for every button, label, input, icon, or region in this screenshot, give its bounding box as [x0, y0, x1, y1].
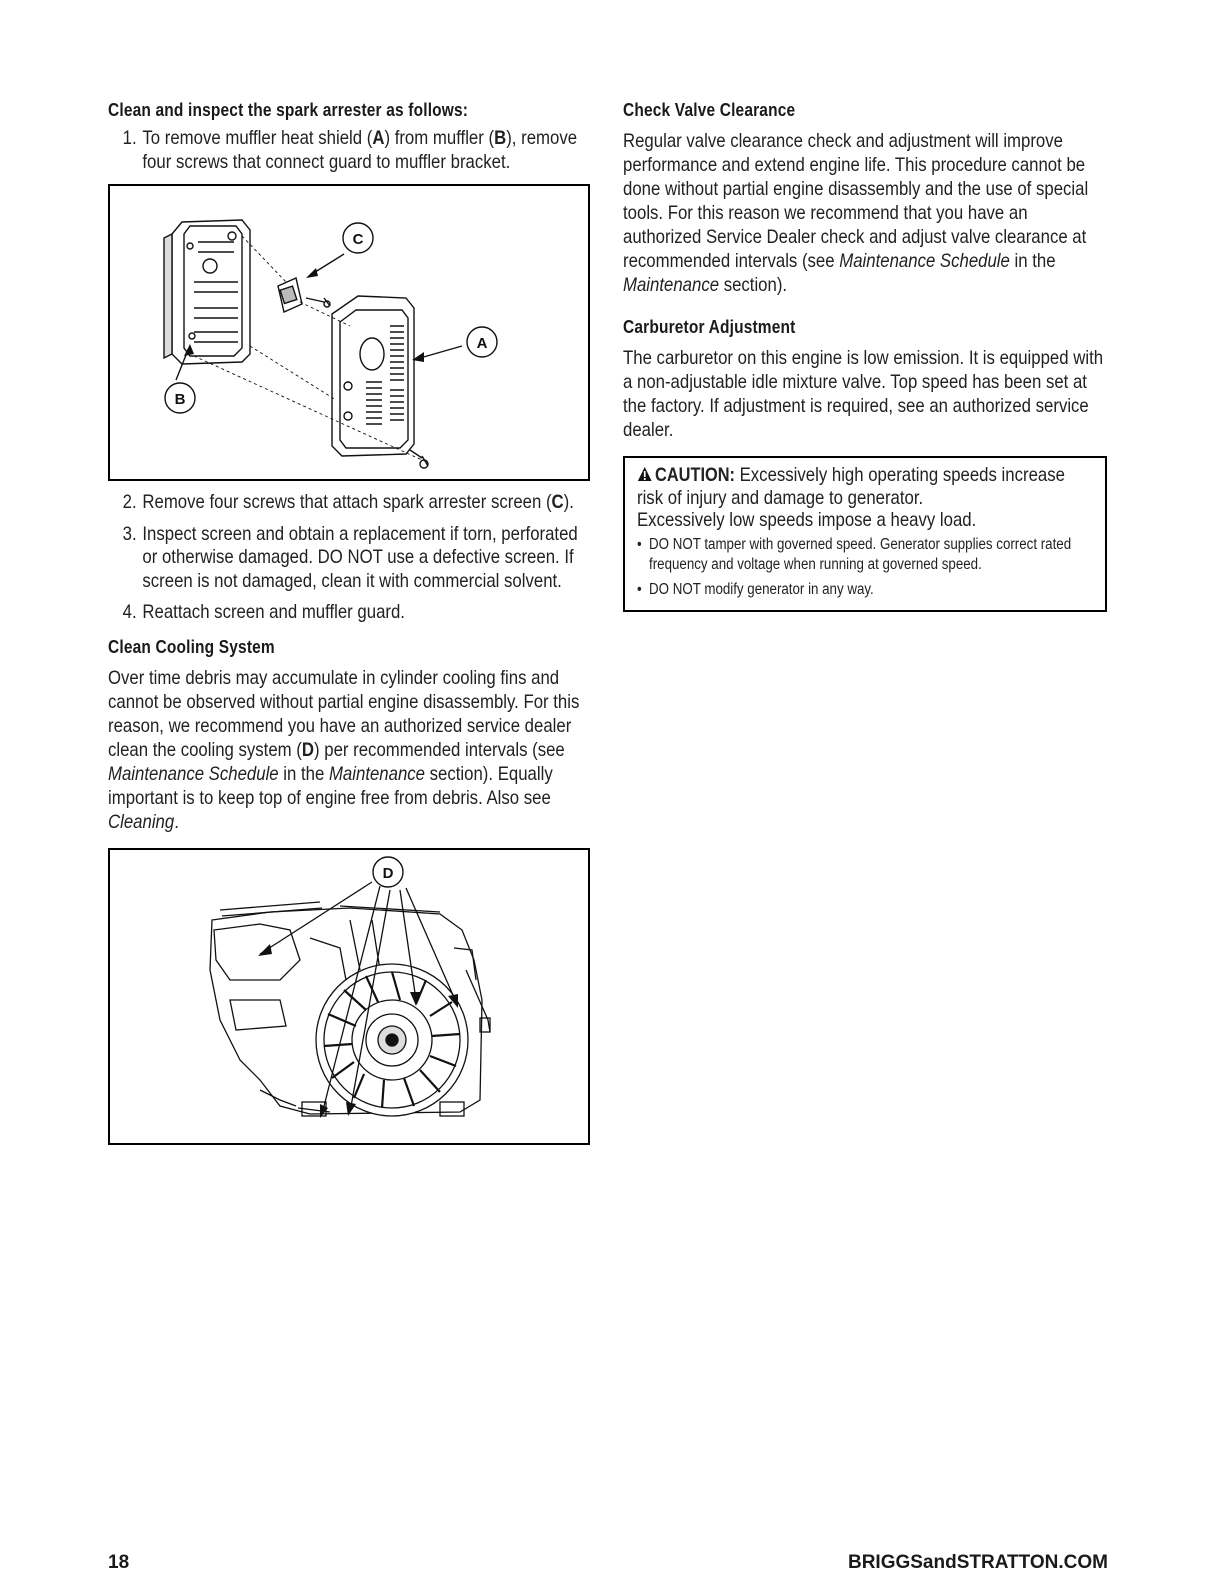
muffler-body: [164, 220, 250, 364]
bold-callout-ref: A: [372, 127, 385, 149]
text-run: in the: [278, 762, 329, 785]
step-number: 3.: [122, 522, 137, 545]
italic-reference: Maintenance: [328, 762, 426, 785]
step-item: [108, 601, 589, 625]
right-column: [623, 100, 1107, 612]
callout-c: C: [352, 231, 364, 248]
muffler-diagram: [110, 186, 588, 479]
bold-callout-ref: D: [301, 738, 315, 761]
text-run: To remove muffler heat shield (: [142, 127, 373, 149]
caution-bullet: • DO NOT modify generator in any way.: [637, 580, 1092, 600]
valve-clearance-heading: Check Valve Clearance: [623, 100, 796, 120]
bold-callout-ref: B: [494, 127, 507, 149]
cooling-fan: [316, 964, 468, 1116]
text-run: Regular valve clearance check and adjustment will improve performance and extend engine life. This procedure cannot be done without partial engine disassembly and the use of special tools. For this reason we recommend that you have an authorized Service Dealer check and adjust valve clearance at recommended intervals (see: [623, 130, 1089, 272]
text-run: ) from muffler (: [384, 127, 495, 149]
bold-callout-ref: C: [551, 491, 564, 513]
caution-lead: [637, 464, 1092, 509]
text-run: Reattach screen and muffler guard.: [142, 601, 405, 623]
cooling-paragraph: [108, 666, 589, 834]
left-column: [108, 100, 590, 1145]
caution-box: [623, 456, 1107, 612]
step-number: 1.: [122, 127, 137, 149]
italic-reference: Maintenance Schedule: [839, 250, 1010, 272]
carburetor-heading: Carburetor Adjustment: [623, 317, 796, 337]
spark-arrester-screen: [278, 278, 330, 312]
caution-bullets: [637, 535, 1092, 600]
italic-reference: Maintenance Schedule: [108, 762, 279, 785]
caution-line-2: Excessively low speeds impose a heavy load.: [637, 509, 977, 531]
text-run: ), remove four screws that connect guard to muffler bracket.: [142, 127, 578, 173]
valve-paragraph: [623, 129, 1106, 297]
callout-b: B: [174, 391, 186, 408]
text-run: in the: [1009, 250, 1056, 272]
muffler-figure: [108, 184, 590, 481]
callout-d: D: [382, 864, 394, 882]
text-run: ) per recommended intervals (see: [314, 738, 565, 761]
engine-figure: [108, 848, 590, 1145]
step-item: [108, 491, 589, 515]
step-number: 2.: [122, 491, 137, 513]
text-run: .: [174, 810, 179, 833]
warning-triangle-icon: [637, 466, 652, 482]
step-item: [108, 523, 589, 594]
caution-bullet: • DO NOT tamper with governed speed. Generator supplies correct rated frequency and voltage when running at governed speed.: [637, 535, 1092, 574]
italic-reference: Maintenance: [623, 274, 720, 296]
caution-line-1: Excessively high operating speeds increase risk of injury and damage to generator.: [637, 464, 1065, 509]
clean-cooling-heading: Clean Cooling System: [108, 636, 275, 657]
callout-a: A: [476, 335, 488, 352]
text-run: ).: [563, 491, 574, 513]
footer-website: BRIGGSandSTRATTON.COM: [847, 1552, 1108, 1573]
italic-reference: Cleaning: [108, 810, 175, 833]
text-run: section).: [719, 274, 788, 296]
text-run: Remove four screws that attach spark arrester screen (: [142, 491, 552, 513]
step-item: [108, 127, 589, 174]
heat-shield: [332, 296, 428, 468]
text-run: Inspect screen and obtain a replacement if torn, perforated or otherwise damaged. DO NOT use a defective screen. If screen is not damaged, clean it with commercial solvent.: [142, 522, 578, 592]
text-run: section). Equally important is to keep top of engine free from debris. Also see: [108, 762, 553, 809]
spark-steps-b: [108, 491, 589, 625]
text-run: Over time debris may accumulate in cylinder cooling fins and cannot be observed without partial engine disassembly. For this reason, we recommend you have an authorized service dealer clean the cooling system (: [108, 666, 580, 761]
engine-diagram: [110, 850, 588, 1143]
page-number: 18: [108, 1552, 130, 1573]
spark-arrester-heading: Clean and inspect the spark arrester as follows:: [108, 100, 469, 120]
caution-label: CAUTION:: [655, 465, 735, 486]
carburetor-paragraph: The carburetor on this engine is low emission. It is equipped with a non-adjustable idle mixture valve. Top speed has been set at the factory. If adjustment is required, see an authorized service dealer.: [623, 347, 1104, 441]
step-number: 4.: [122, 601, 137, 623]
spark-steps-a: [108, 127, 589, 174]
